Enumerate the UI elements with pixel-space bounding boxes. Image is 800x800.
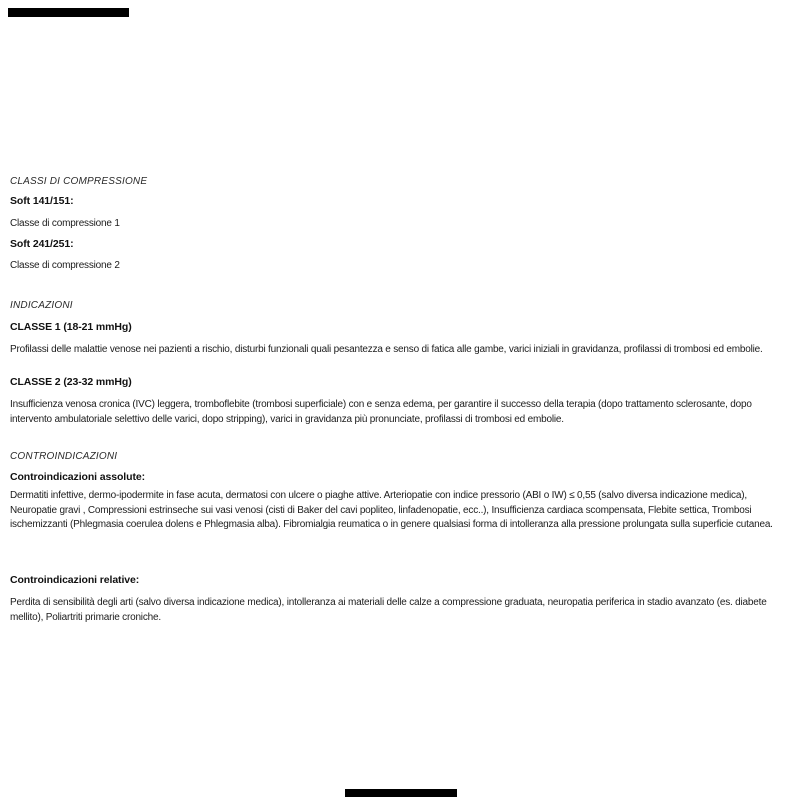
classe-2-subhead: CLASSE 2 (23-32 mmHg) <box>10 376 132 388</box>
controindicazioni-assolute-subhead: Controindicazioni assolute: <box>10 471 145 483</box>
section-heading-indicazioni: INDICAZIONI <box>10 300 73 311</box>
compression-class-1-text: Classe di compressione 1 <box>10 218 120 229</box>
product-subhead-soft-241-251: Soft 241/251: <box>10 238 74 250</box>
compression-class-2-text: Classe di compressione 2 <box>10 260 120 271</box>
section-heading-controindicazioni: CONTROINDICAZIONI <box>10 451 118 462</box>
product-subhead-soft-141-151: Soft 141/151: <box>10 195 74 207</box>
section-heading-classi-di-compressione: CLASSI DI COMPRESSIONE <box>10 176 148 187</box>
controindicazioni-relative-paragraph: Perdita di sensibilità degli arti (salvo diversa indicazione medica), intolleranza ai materiali delle calze a compressione graduata, neuropatia periferica in stadio avanzato (es. diabete mellito), Poliartriti primarie croniche. <box>10 597 767 623</box>
controindicazioni-assolute-paragraph: Dermatiti infettive, dermo-ipodermite in fase acuta, dermatosi con ulcere o piaghe attive. Arteriopatie con indice pressorio (ABI o IW) ≤ 0,55 (salvo diversa indicazione medica), Neuropatie gravi , Compressioni estrinseche sui vasi venosi (cisti di Baker del cavi popliteo, linfadenopatie, ecc..), Insufficienza cardiaca scompensata, Flebite settica, Trombosi ischemizzanti (Phlegmasia coerulea dolens e Phlegmasia alba). Fibromialgia reumatica o in genere qualsiasi forma di intolleranza alla pressione prolungata sulla superficie cutanea. <box>10 490 773 530</box>
redacted-footer-bar <box>345 789 457 797</box>
classe-1-subhead: CLASSE 1 (18-21 mmHg) <box>10 321 132 333</box>
controindicazioni-relative-subhead: Controindicazioni relative: <box>10 574 140 586</box>
classe-1-paragraph: Profilassi delle malattie venose nei pazienti a rischio, disturbi funzionali quali pesantezza e senso di fatica alle gambe, varici iniziali in gravidanza, profilassi di trombosi ed embolie. <box>10 344 763 355</box>
classe-2-paragraph: Insufficienza venosa cronica (IVC) leggera, tromboflebite (trombosi superficiale) con e senza edema, per garantire il successo della terapia (dopo trattamento sclerosante, dopo intervento ambulatoriale selettivo delle varici, dopo stripping), varici in gravidanza più pronunciate, profilassi di trombosi ed embolie. <box>10 399 752 425</box>
redacted-header-bar <box>8 8 129 17</box>
